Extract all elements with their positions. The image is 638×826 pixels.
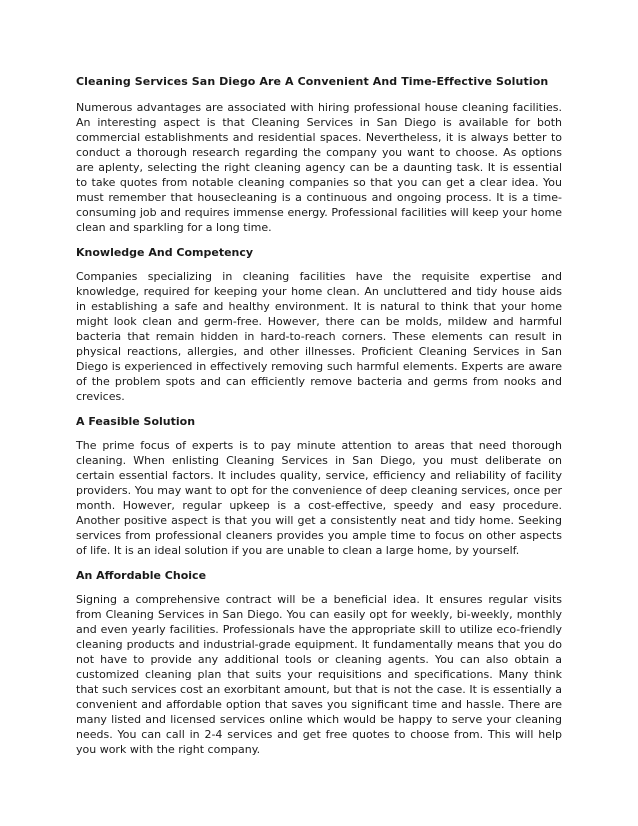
document-page	[76, 74, 562, 767]
page-title: Cleaning Services San Diego Are A Convenient And Time-Effective Solution	[76, 75, 549, 88]
section-paragraph-affordable: Signing a comprehensive contract will be a beneficial idea. It ensures regular visits from Cleaning Services in San Diego. You can easily opt for weekly, bi-weekly, monthly and even yearly facilities. Professionals have the appropriate skill to utilize eco-friendly cleaning products and industrial-grade equipment. It fundamentally means that you do not have to provide any additional tools or cleaning agents. You can also obtain a customized cleaning plan that suits your requisitions and specifications. Many think that such services cost an exorbitant amount, but that is not the case. It is essentially a convenient and affordable option that saves you significant time and hassle. There are many listed and licensed services online which would be happy to serve your cleaning needs. You can call in 2-4 services and get free quotes to choose from. This will help you work with the right company.	[76, 593, 562, 756]
section-paragraph-feasible: The prime focus of experts is to pay minute attention to areas that need thorough cleaning. When enlisting Cleaning Services in San Diego, you must deliberate on certain essential factors. It includes quality, service, efficiency and reliability of facility providers. You may want to opt for the convenience of deep cleaning services, once per month. However, regular upkeep is a cost-effective, speedy and easy procedure. Another positive aspect is that you will get a consistently neat and tidy home. Seeking services from professional cleaners provides you ample time to focus on other aspects of life. It is an ideal solution if you are unable to clean a large home, by yourself.	[76, 439, 562, 557]
section-paragraph-knowledge: Companies specializing in cleaning facilities have the requisite expertise and knowledge, required for keeping your home clean. An uncluttered and tidy house aids in establishing a safe and healthy environment. It is natural to think that your home might look clean and germ-free. However, there can be molds, mildew and harmful bacteria that remain hidden in hard-to-reach corners. These elements can result in physical reactions, allergies, and other illnesses. Proficient Cleaning Services in San Diego is experienced in effectively removing such harmful elements. Experts are aware of the problem spots and can efficiently remove bacteria and germs from nooks and crevices.	[76, 270, 562, 403]
section-heading-affordable: An Affordable Choice	[76, 569, 207, 582]
intro-paragraph: Numerous advantages are associated with hiring professional house cleaning facilities. An interesting aspect is that Cleaning Services in San Diego is available for both commercial establishments and residential spaces. Nevertheless, it is always better to conduct a thorough research regarding the company you want to choose. As options are aplenty, selecting the right cleaning agency can be a daunting task. It is essential to take quotes from notable cleaning companies so that you can get a clear idea. You must remember that housecleaning is a continuous and ongoing process. It is a time-consuming job and requires immense energy. Professional facilities will keep your home clean and sparkling for a long time.	[76, 101, 562, 234]
section-heading-feasible: A Feasible Solution	[76, 415, 196, 428]
section-heading-knowledge: Knowledge And Competency	[76, 246, 254, 259]
